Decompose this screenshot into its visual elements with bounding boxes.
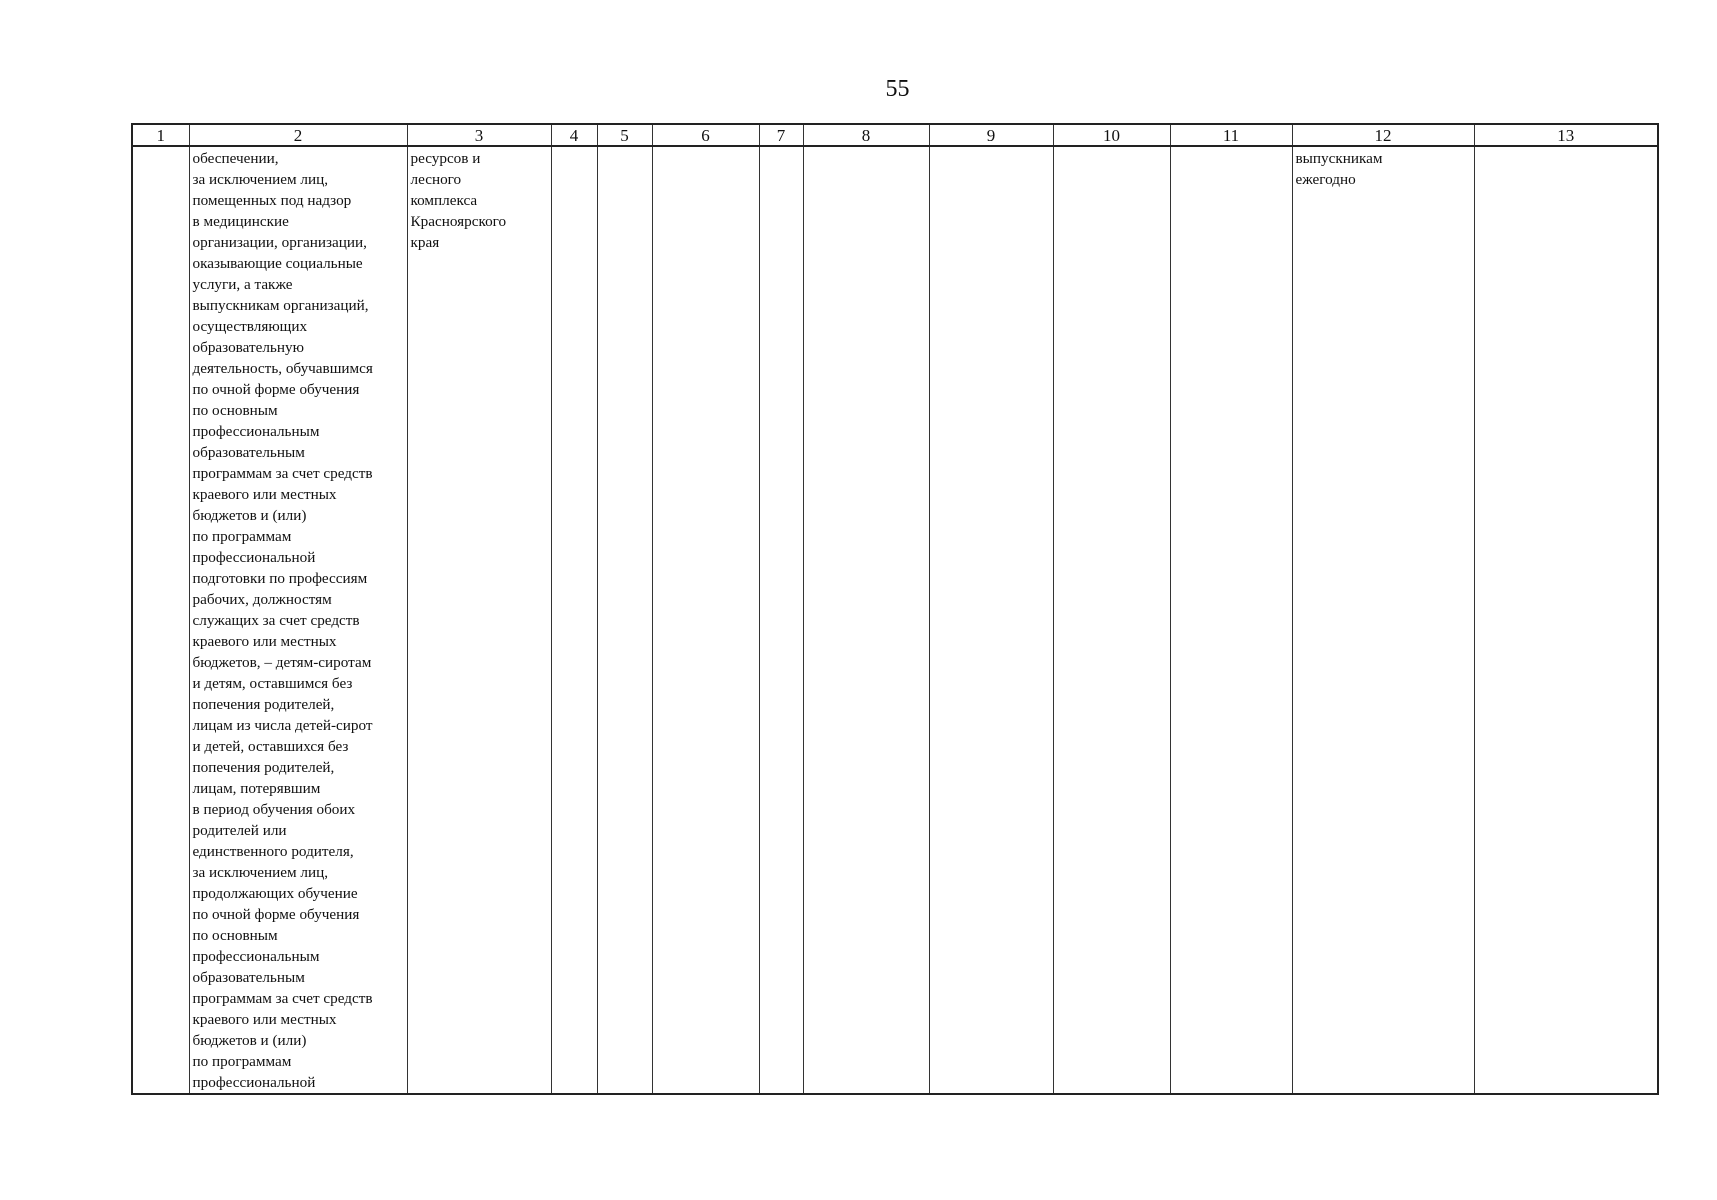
table-cell-col13	[1474, 146, 1658, 1094]
table-cell-col1	[132, 146, 189, 1094]
table-cell-col12	[1292, 146, 1474, 1094]
column-header-9: 9	[929, 124, 1053, 146]
column-header-4: 4	[551, 124, 597, 146]
column-header-8: 8	[803, 124, 929, 146]
table-cell-col4	[551, 146, 597, 1094]
table-cell-col2	[189, 146, 407, 1094]
table-cell-col10	[1053, 146, 1170, 1094]
column-header-6: 6	[652, 124, 759, 146]
cell-text-col3: ресурсов и лесного комплекса Красноярского края	[410, 150, 507, 251]
table-row	[132, 146, 1658, 1094]
cell-text-col2: обеспечении, за исключением лиц, помещенных под надзор в медицинские организации, организации, оказывающие социальные услуги, а также выпускникам организаций, осуществляющих образовательную деятельность, обучавшимся по очной форме обучения по основным профессиональным образовательным программам за счет средств краевого или местных бюджетов и (или) по программам профессиональной подготовки по профессиям рабочих, должностям служащих за счет средств краевого или местных бюджетов, – детям-сиротам и детям, оставшимся без попечения родителей, лицам из числа детей-сирот и детей, оставшихся без попечения родителей, лицам, потерявшим в период обучения обоих родителей или единственного родителя, за исключением лиц, продолжающих обучение по очной форме обучения по основным профессиональным образовательным программам за счет средств краевого или местных бюджетов и (или) по программам профессиональной	[192, 150, 373, 1091]
column-header-10: 10	[1053, 124, 1170, 146]
column-header-11: 11	[1170, 124, 1292, 146]
table-cell-col6	[652, 146, 759, 1094]
column-header-1: 1	[132, 124, 189, 146]
table-cell-col7	[759, 146, 803, 1094]
column-number-row	[132, 124, 1658, 146]
data-table	[131, 123, 1659, 1095]
table-cell-col5	[597, 146, 652, 1094]
cell-text-col12: выпускникам ежегодно	[1295, 150, 1383, 188]
column-header-13: 13	[1474, 124, 1658, 146]
column-header-2: 2	[189, 124, 407, 146]
table-cell-col8	[803, 146, 929, 1094]
table-cell-col11	[1170, 146, 1292, 1094]
column-header-7: 7	[759, 124, 803, 146]
column-header-5: 5	[597, 124, 652, 146]
table-cell-col9	[929, 146, 1053, 1094]
page-number: 55	[885, 76, 910, 102]
column-header-12: 12	[1292, 124, 1474, 146]
column-header-3: 3	[407, 124, 551, 146]
table-cell-col3	[407, 146, 551, 1094]
